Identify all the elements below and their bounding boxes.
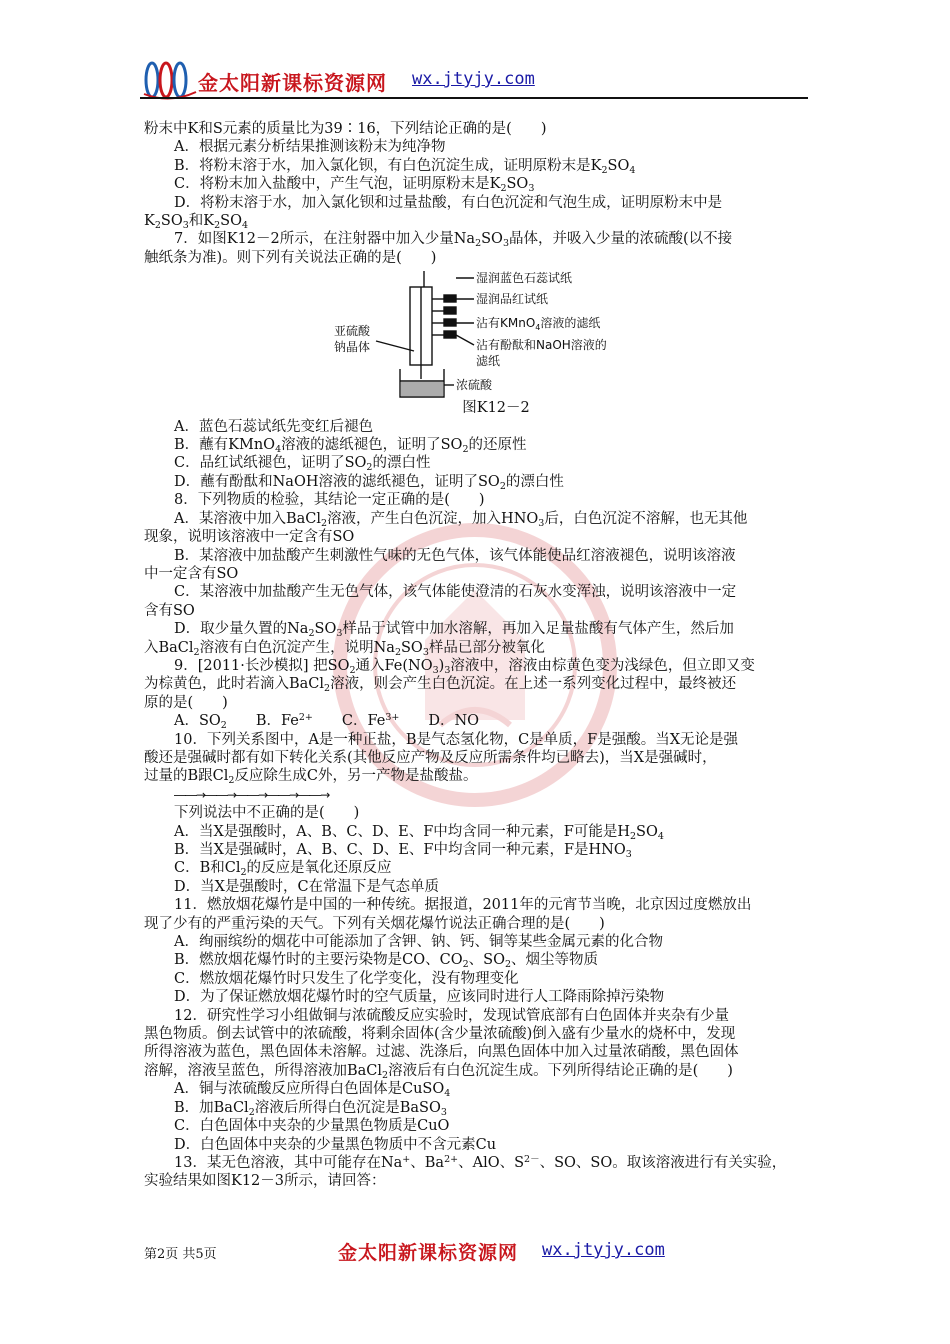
q7-option-c: C．品红试纸褪色，证明了$SO_2$的漂白性 (174, 455, 431, 474)
q11-stem: 11．燃放烟花爆竹是中国的一种传统。据报道，2011年的元宵节当晚，北京因过度燃放出 (174, 897, 752, 914)
q9-options: A．$SO_2$ B．$Fe^{2+}$ C．$Fe^{3+}$ D．NO (174, 712, 480, 732)
q12-stem-cont2: 所得溶液为蓝色，黑色固体未溶解。过滤、洗涤后，向黑色固体中加入过量浓硝酸，黑色固体 (144, 1044, 739, 1061)
q10-stem: 10．下列关系图中，A是一种正盐，B是气态氢化物，C是单质，F是强酸。当X无论是强 (174, 731, 739, 748)
q10-question: 下列说法中不正确的是( ) (174, 805, 360, 822)
q11-option-a: A．绚丽缤纷的烟花中可能添加了含钾、钠、钙、铜等某些金属元素的化合物 (174, 934, 663, 951)
q11-option-b: B．燃放烟花爆竹时的主要污染物是CO、$CO_2$、$SO_2$、烟尘等物质 (174, 952, 599, 971)
q6-option-d: D．将粉末溶于水，加入氯化钡和过量盐酸，有白色沉淀和气泡生成，证明原粉末中是 (174, 194, 723, 211)
q8-option-a: A．某溶液中加入BaCl$_2$溶液，产生白色沉淀，加入$HNO_3$后，白色沉淀不溶解，也无其他 (174, 510, 748, 529)
svg-text:亚硫酸: 亚硫酸 (334, 324, 371, 339)
footer-brand-name: 金太阳新课标资源网 (338, 1242, 519, 1264)
q12-option-b: B．加BaCl$_2$溶液后所得白色沉淀是BaSO$_3$ (174, 1099, 447, 1118)
q10-option-c: C．B和$Cl_2$的反应是氧化还原反应 (174, 860, 392, 879)
q8-option-c-cont: 含有SO (144, 602, 195, 619)
figure-caption: 图K12－2 (462, 400, 530, 417)
q8-stem: 8．下列物质的检验，其结论一定正确的是( ) (174, 492, 485, 509)
header-divider (140, 97, 808, 99)
q6-option-b: B．将粉末溶于水，加入氯化钡，有白色沉淀生成，证明原粉末是$K_2SO_4$ (174, 157, 636, 176)
q12-option-a: A．铜与浓硫酸反应所得白色固体是CuSO$_4$ (174, 1081, 451, 1100)
q6-option-a: A．根据元素分析结果推测该粉末为纯净物 (174, 139, 446, 156)
q8-option-c: C．某溶液中加盐酸产生无色气体，该气体能使澄清的石灰水变浑浊，说明该溶液中一定 (174, 584, 737, 601)
q12-stem-cont: 黑色物质。倒去试管中的浓硫酸，将剩余固体(含少量浓硫酸)倒入盛有少量水的烧杯中，发现 (144, 1026, 736, 1043)
q12-option-d: D．白色固体中夹杂的少量黑色物质中不含元素Cu (174, 1136, 497, 1153)
q11-option-d: D．为了保证燃放烟花爆竹时的空气质量，应该同时进行人工降雨除掉污染物 (174, 989, 665, 1006)
svg-text:钠晶体: 钠晶体 (334, 340, 371, 355)
q9-stem-cont: 为棕黄色，此时若滴入BaCl$_2$溶液，则会产生白色沉淀。在上述一系列变化过程中，最终被还 (144, 676, 737, 695)
q6-option-d-cont: $K_2SO_3$和$K_2SO_4$ (144, 213, 249, 232)
page-header (140, 58, 808, 102)
q10-relation-arrows: ――→――→――→――→――→ (174, 787, 330, 802)
q8-option-d-cont: 入BaCl$_2$溶液有白色沉淀产生，说明$Na_2SO_3$样品已部分被氧化 (144, 639, 545, 658)
q7-option-b: B．蘸有KMnO$_4$溶液的滤纸褪色，证明了$SO_2$的还原性 (174, 437, 527, 456)
q10-stem-cont: 酸还是强碱时都有如下转化关系(其他反应产物及反应所需条件均已略去)，当X是强碱时， (144, 749, 717, 766)
svg-text:沾有KMnO4溶液的滤纸: 沾有KMnO$_4$溶液的滤纸 (476, 316, 601, 333)
q6-stem-end: 粉末中K和S元素的质量比为39∶16，下列结论正确的是( ) (144, 121, 547, 137)
syringe-apparatus-diagram (144, 269, 808, 399)
q8-option-d: D．取少量久置的$Na_2SO_3$样品于试管中加水溶解，再加入足量盐酸有气体产生，然后加 (174, 621, 734, 640)
q13-stem-cont: 实验结果如图K12－3所示，请回答： (144, 1173, 386, 1190)
q10-option-d: D．当X是强酸时，C在常温下是气态单质 (174, 878, 440, 895)
svg-text:湿润蓝色石蕊试纸: 湿润蓝色石蕊试纸 (476, 271, 573, 286)
q10-stem-cont2: 过量的B跟$Cl_2$反应除生成C外，另一产物是盐酸盐。 (144, 768, 478, 787)
q9-stem: 9．[2011·长沙模拟] 把$SO_2$通入$Fe(NO_3)_3$溶液中，溶液由棕黄色变为浅绿色，但立即又变 (174, 657, 755, 676)
q12-stem: 12．研究性学习小组做铜与浓硫酸反应实验时，发现试管底部有白色固体并夹杂有少量 (174, 1007, 729, 1024)
logo-icon (140, 58, 200, 102)
footer-site-link[interactable]: wx.jtyjy.com (542, 1240, 665, 1260)
q12-stem-cont3: 溶解，溶液呈蓝色，所得溶液加BaCl$_2$溶液后有白色沉淀生成。下列所得结论正确的是( ) (144, 1062, 733, 1081)
q13-stem: 13．某无色溶液，其中可能存在Na+、$Ba^{2+}$、AlO、$S^{2-}$、SO、SO。取该溶液进行有关实验， (174, 1153, 787, 1171)
q8-option-b-cont: 中一定含有SO (144, 565, 239, 582)
q10-option-b: B．当X是强碱时，A、B、C、D、E、F中均含同一种元素，F是$HNO_3$ (174, 842, 632, 860)
q9-stem-end: 原的是( ) (144, 694, 228, 711)
svg-text:浓硫酸: 浓硫酸 (456, 378, 493, 393)
q8-option-b: B．某溶液中加盐酸产生刺激性气味的无色气体，该气体能使品红溶液褪色，说明该溶液 (174, 547, 736, 564)
q7-option-d: D．蘸有酚酞和NaOH溶液的滤纸褪色，证明了$SO_2$的漂白性 (174, 473, 564, 492)
figure-k12-2 (144, 269, 808, 399)
q12-option-c: C．白色固体中夹杂的少量黑色物质是CuO (174, 1118, 450, 1135)
svg-text:湿润品红试纸: 湿润品红试纸 (476, 292, 549, 307)
q7-stem-cont: 触纸条为准)。则下列有关说法正确的是( ) (144, 249, 437, 266)
q11-stem-cont: 现了少有的严重污染的天气。下列有关烟花爆竹说法正确合理的是( ) (144, 915, 605, 932)
brand-name: 金太阳新课标资源网 (198, 71, 387, 95)
svg-text:滤纸: 滤纸 (476, 354, 501, 369)
q8-option-a-cont: 现象，说明该溶液中一定含有SO (144, 529, 355, 546)
q7-stem: 7．如图K12－2所示，在注射器中加入少量$Na_2SO_3$晶体，并吸入少量的浓硫酸(以不接 (174, 231, 733, 250)
site-link[interactable]: wx.jtyjy.com (412, 69, 535, 89)
q10-option-a: A．当X是强酸时，A、B、C、D、E、F中均含同一种元素，F可能是$H_2SO_4$ (174, 823, 664, 842)
q6-option-c: C．将粉末加入盐酸中，产生气泡，证明原粉末是$K_2SO_3$ (174, 176, 535, 195)
q7-option-a: A．蓝色石蕊试纸先变红后褪色 (174, 418, 373, 435)
page-number: 第2页 共5页 (144, 1247, 217, 1262)
q11-option-c: C．燃放烟花爆竹时只发生了化学变化，没有物理变化 (174, 970, 519, 987)
svg-text:沾有酚酞和NaOH溶液的: 沾有酚酞和NaOH溶液的 (476, 338, 607, 353)
document-body (144, 120, 808, 1191)
